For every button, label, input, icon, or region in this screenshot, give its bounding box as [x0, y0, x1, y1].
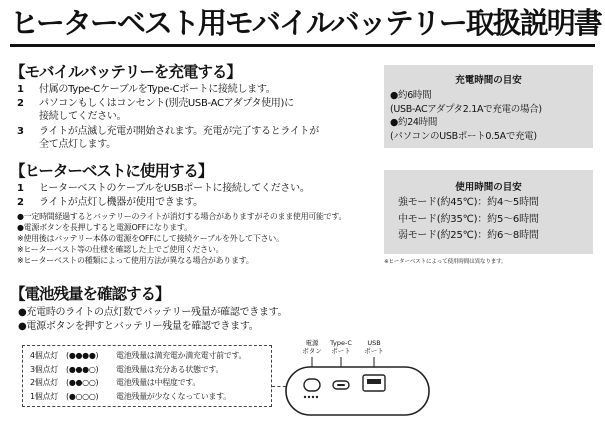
power-button[interactable]	[304, 379, 320, 391]
use-note-2: ●電源ボタンを長押しすると電源OFFになります。	[17, 223, 192, 232]
charge-time-box	[384, 65, 593, 148]
battery-line-2: ●電源ボタンを押すとバッテリー残量を確認できます。	[18, 321, 259, 332]
power-button-label: 電源 ボタン	[302, 339, 322, 355]
use-step-1: 1 ヒーターベストのケーブルをUSBポートに接続してください。	[17, 183, 310, 194]
charge-time-title: 充電時間の目安	[455, 75, 522, 86]
use-note-5: ※ヒーターベストの種類によって使用方法が異なる場合があります。	[17, 256, 254, 265]
led-dot	[308, 396, 310, 398]
charge-heading: 【モバイルバッテリーを充電する】	[10, 63, 241, 81]
charge-step-2: 2 パソコンもしくはコンセント(別売USB-ACアダプタ使用)に 接続してください。	[17, 98, 294, 122]
use-note-1: ●一定時間経過するとバッテリーのライトが消灯する場合がありますがそのまま使用可能です。	[17, 212, 347, 221]
battery-level-row: 3個点灯 (●●●○) 電池残量は充分ある状態です。	[30, 364, 224, 374]
charge-time-line-3: ●約24時間	[390, 117, 438, 128]
charge-step-3: 3 ライトが点滅し充電が開始されます。充電が完了するとライトが 全て点灯します。	[17, 126, 319, 150]
battery-heading: 【電池残量を確認する】	[10, 285, 170, 303]
charge-time-line-2: (USB-ACアダプタ2.1Aで充電の場合)	[390, 103, 542, 115]
usb-port-inner	[367, 379, 381, 384]
charge-time-line-1: ●約6時間	[390, 90, 432, 101]
led-dot	[304, 396, 306, 398]
use-time-box	[384, 170, 593, 254]
battery-level-row: 1個点灯 (●○○○) 電池残量が少なくなっています。	[30, 391, 231, 401]
use-heading: 【ヒーターベストに使用する】	[10, 162, 213, 180]
use-note-3: ※使用後はバッテリー本体の電源をOFFにして接続ケーブルを外して下さい。	[17, 234, 284, 243]
usb-port-label: USB ポート	[364, 339, 384, 355]
led-dot	[316, 396, 318, 398]
led-dot	[312, 396, 314, 398]
page-title: ヒーターベスト用モバイルバッテリー取扱説明書	[10, 6, 601, 40]
battery-level-row: 2個点灯 (●●○○) 電池残量は中程度です。	[30, 378, 201, 387]
mode-strong: 強モード(約45℃)：約4〜5時間	[398, 197, 539, 208]
use-step-2: 2 ライトが点灯し機器が使用できます。	[17, 197, 203, 208]
use-note-4: ※ヒーターベスト等の仕様を確認した上でご使用ください。	[17, 245, 224, 254]
mode-weak: 弱モード(約25℃)：約6〜8時間	[398, 230, 539, 241]
battery-level-row: 4個点灯 (●●●●) 電池残量は満充電か満充電寸前です。	[30, 351, 247, 360]
use-time-footnote: ※ヒーターベストによって使用時間は異なります。	[384, 259, 507, 265]
charge-step-1: 1 付属のType-CケーブルをType-Cポートに接続します。	[17, 84, 276, 95]
typec-port-label: Type-C ポート	[330, 339, 352, 355]
charge-time-line-4: (パソコンのUSBポート0.5Aで充電)	[390, 130, 537, 142]
typec-port-inner	[337, 384, 345, 386]
battery-line-1: ●充電時のライトの点灯数でバッテリー残量が確認できます。	[18, 307, 288, 318]
mode-medium: 中モード(約35℃)：約5〜6時間	[398, 213, 539, 225]
title-rule	[10, 44, 595, 47]
use-time-title: 使用時間の目安	[455, 182, 522, 193]
battery-device-illustration	[280, 353, 435, 418]
